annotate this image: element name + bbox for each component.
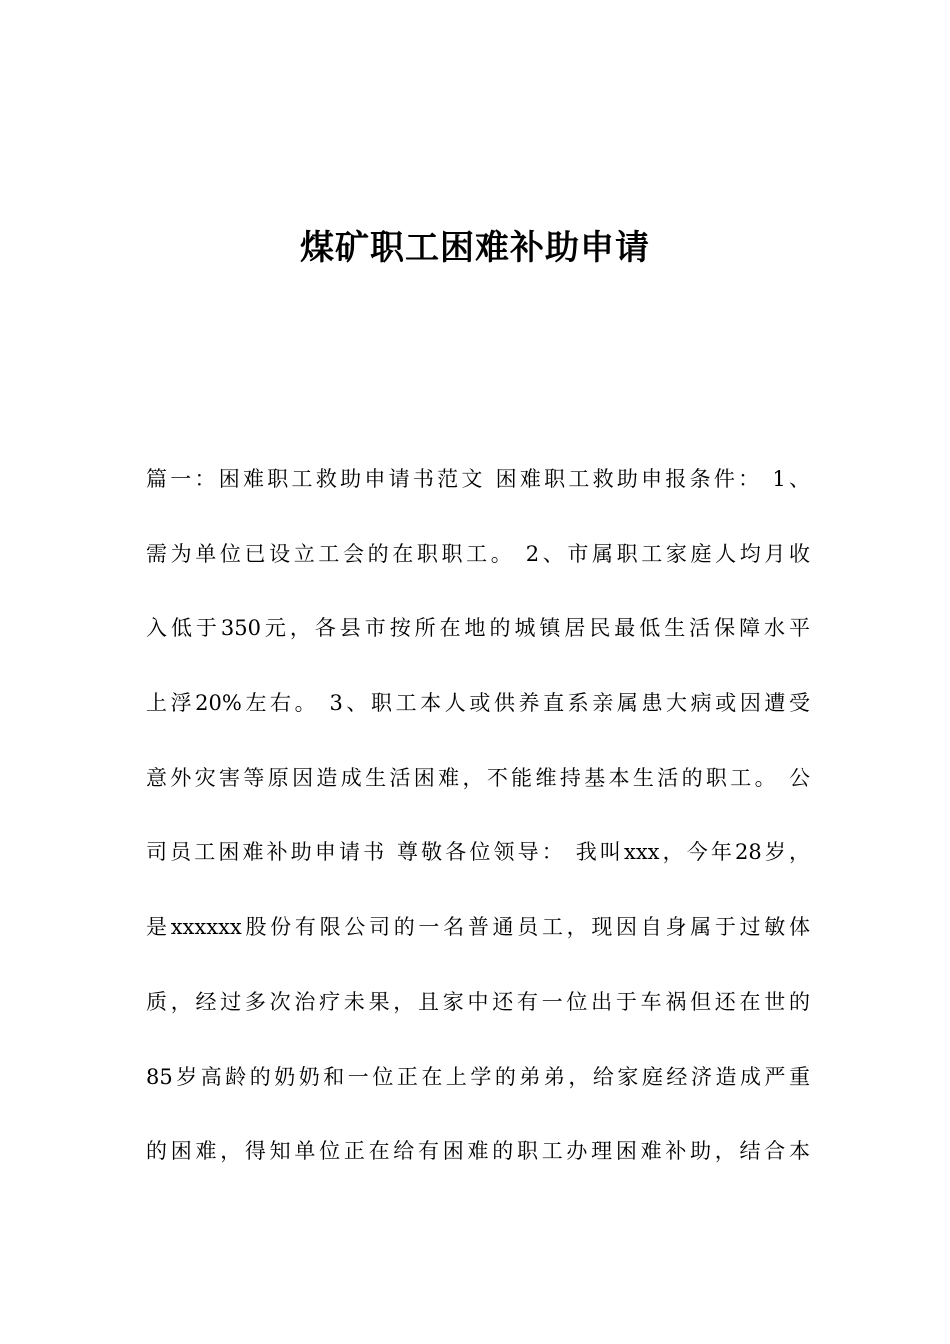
- body-line: 质，经过多次治疗未果，且家中还有一位出于车祸但还在世的: [146, 989, 810, 1014]
- body-line: 意外灾害等原因造成生活困难，不能维持基本生活的职工。 公: [146, 765, 810, 790]
- document-title: 煤矿职工困难补助申请: [300, 228, 650, 268]
- body-line: 是xxxxxx股份有限公司的一名普通员工，现因自身属于过敏体: [146, 915, 810, 940]
- body-line: 司员工困难补助申请书 尊敬各位领导： 我叫xxx，今年28岁，: [146, 840, 810, 865]
- body-line: 85岁高龄的奶奶和一位正在上学的弟弟，给家庭经济造成严重: [146, 1064, 810, 1089]
- body-line: 入低于350元，各县市按所在地的城镇居民最低生活保障水平: [146, 616, 810, 641]
- body-line: 上浮20%左右。 3、职工本人或供养直系亲属患大病或因遭受: [146, 691, 810, 716]
- body-line: 的困难，得知单位正在给有困难的职工办理困难补助，结合本: [146, 1139, 810, 1164]
- body-line: 篇一：困难职工救助申请书范文 困难职工救助申报条件： 1、: [146, 467, 810, 491]
- body-line: 需为单位已设立工会的在职职工。 2、市属职工家庭人均月收: [146, 541, 810, 566]
- document-body: [146, 458, 810, 1205]
